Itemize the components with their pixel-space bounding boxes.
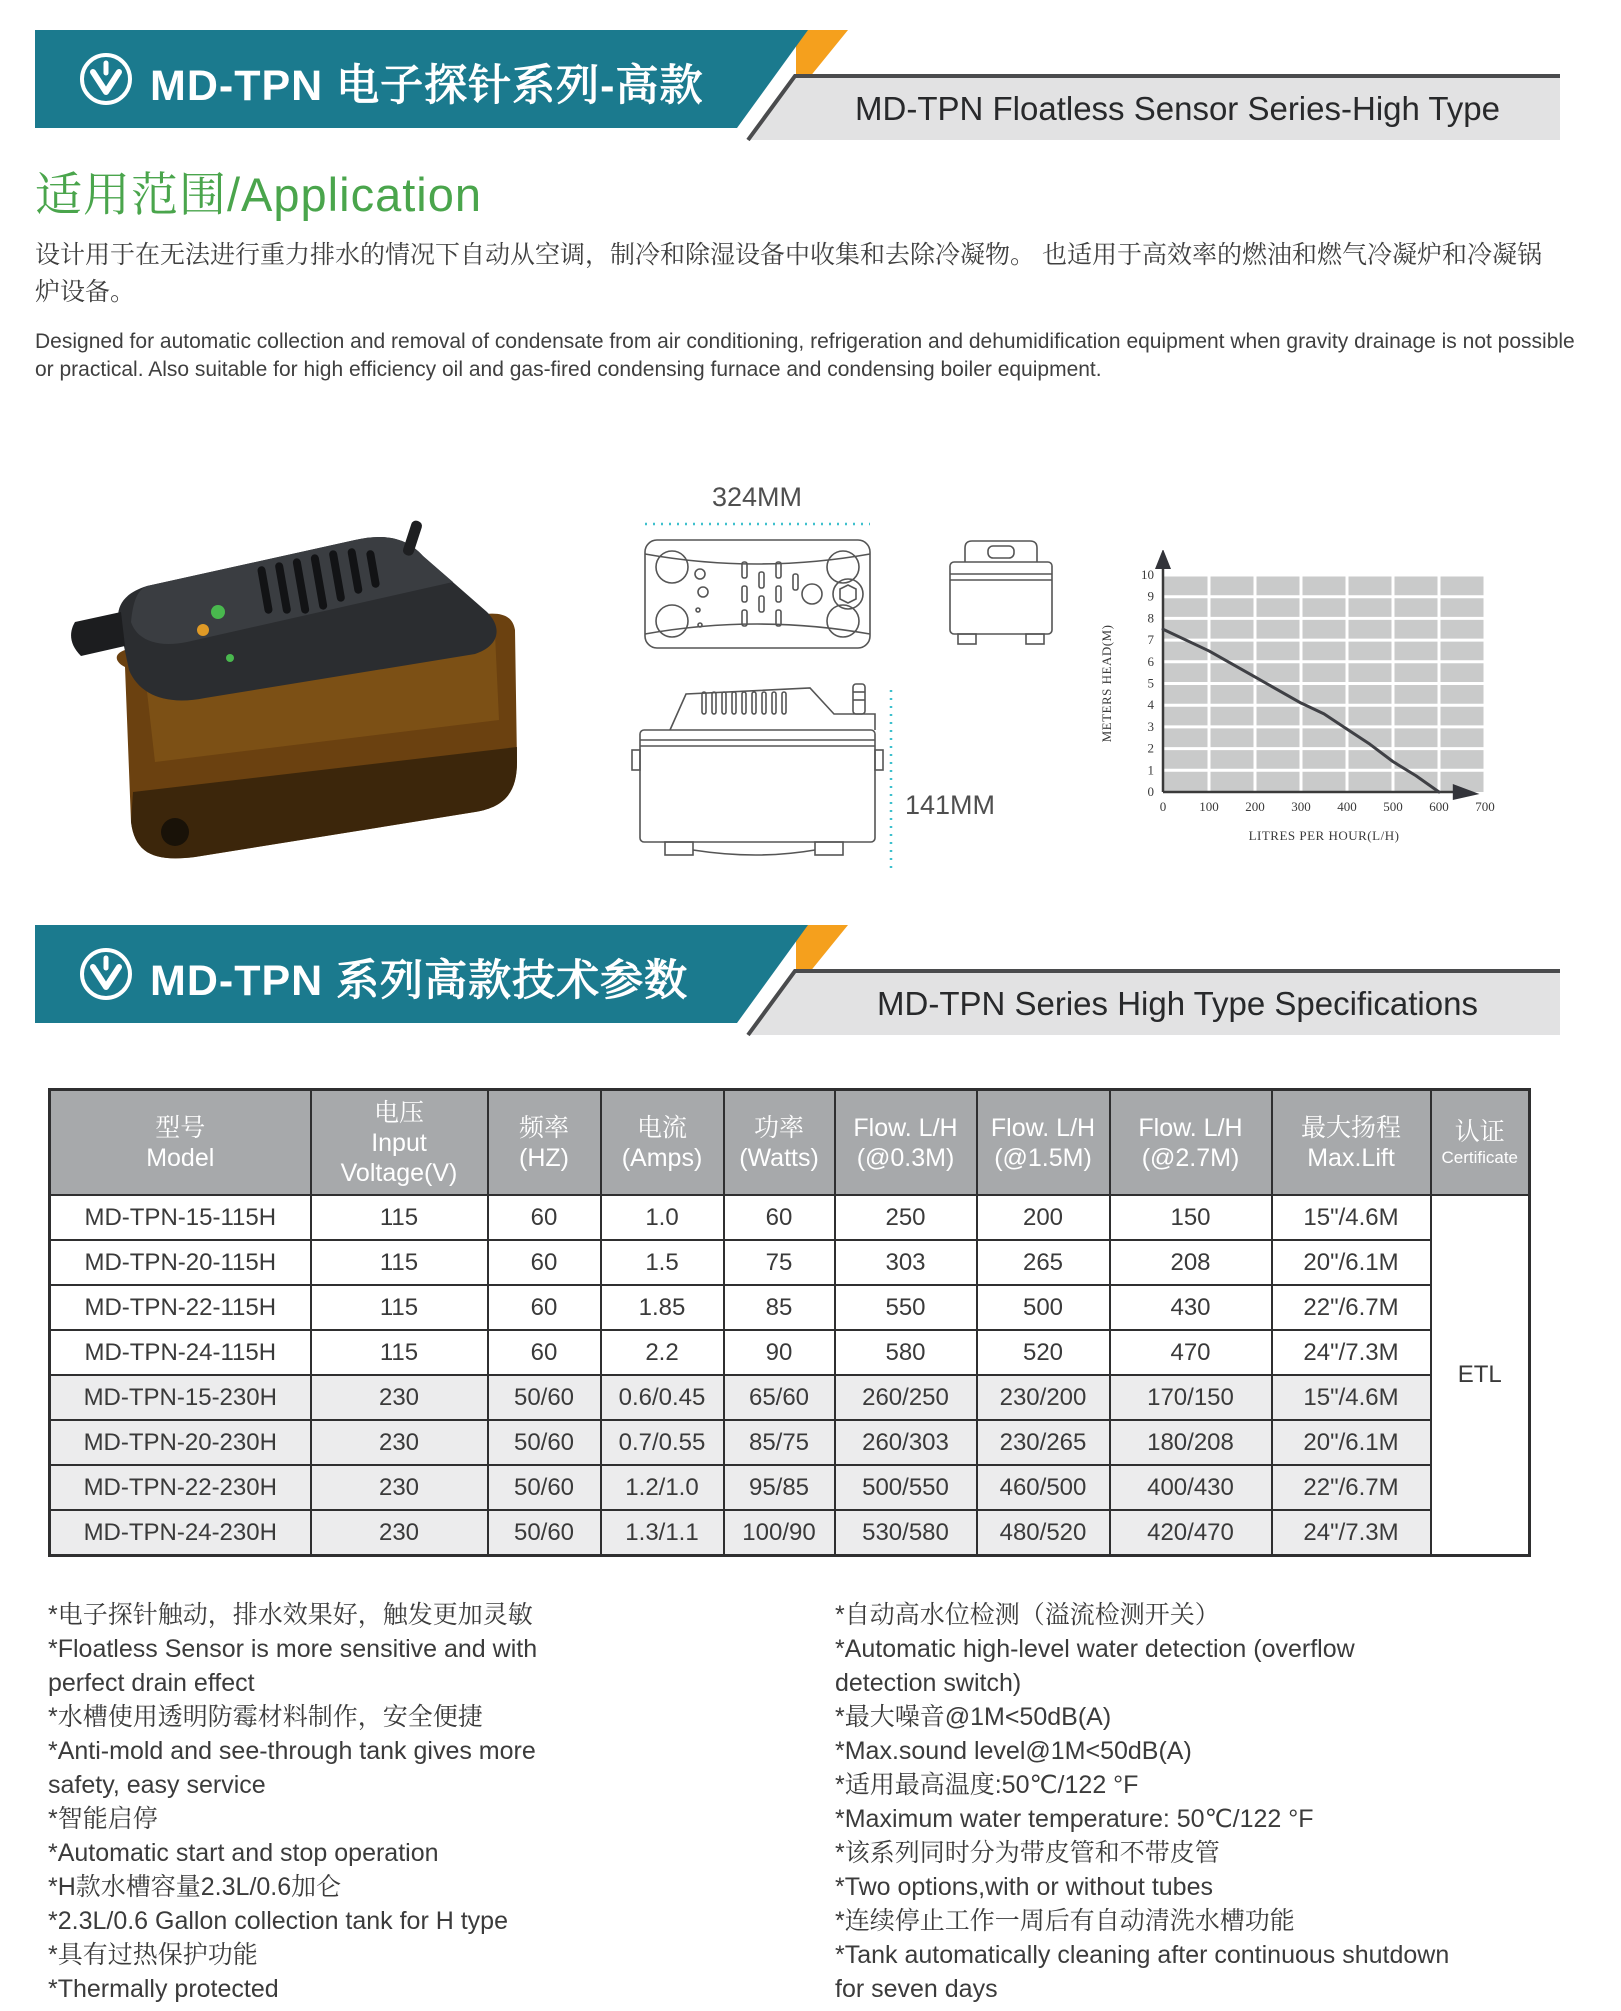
spec-cell: 24"/7.3M [1272,1510,1431,1556]
height-dimension-label: 141MM [905,790,996,820]
y-tick-label: 10 [1141,567,1154,582]
spec-cell: MD-TPN-22-230H [50,1465,311,1510]
spec-column-header: Flow. L/H (@0.3M) [835,1090,977,1196]
feature-item: *Max.sound level@1M<50dB(A) [835,1737,1192,1765]
spec-cell: 530/580 [835,1510,977,1556]
switch-stub [402,519,424,557]
spec-column-header: 频率 (HZ) [488,1090,601,1196]
y-tick-label: 6 [1147,653,1154,669]
spec-cell: 75 [724,1240,835,1285]
spec-cell: 470 [1110,1330,1272,1375]
spec-cell: 60 [488,1285,601,1330]
spec-cell: 50/60 [488,1510,601,1556]
spec-cell: 520 [977,1330,1110,1375]
feature-item: *Thermally protected [48,1975,279,2003]
spec-column-header: 功率 (Watts) [724,1090,835,1196]
spec-table-row [50,1195,1530,1240]
y-tick-label: 2 [1147,740,1154,756]
spec-cell: 0.6/0.45 [601,1375,724,1420]
y-tick-label: 0 [1147,784,1154,799]
spec-cell: 65/60 [724,1375,835,1420]
spec-cell: 480/520 [977,1510,1110,1556]
y-axis-arrow [1155,550,1171,569]
spec-cell: 208 [1110,1240,1272,1285]
spec-cell: 260/303 [835,1420,977,1465]
spec-cell: 20"/6.1M [1272,1240,1431,1285]
banner2-title-en: MD-TPN Series High Type Specifications [877,985,1478,1022]
x-tick-label: 700 [1475,799,1495,814]
spec-cell: 50/60 [488,1465,601,1510]
spec-cell: 230/265 [977,1420,1110,1465]
spec-table-row [50,1465,1530,1510]
spec-cell: 1.2/1.0 [601,1465,724,1510]
spec-cell: 230 [311,1420,488,1465]
side-view-drawing [950,541,1052,644]
spec-table-row [50,1510,1530,1556]
spec-cell: MD-TPN-20-230H [50,1420,311,1465]
spec-table-header-row [50,1090,1530,1196]
spec-cell: MD-TPN-22-115H [50,1285,311,1330]
spec-cell: 460/500 [977,1465,1110,1510]
feature-item: *最大噪音@1M<50dB(A) [835,1703,1112,1731]
feature-item: *H款水槽容量2.3L/0.6加仑 [48,1873,342,1901]
y-axis-title: METERS HEAD(M) [1099,624,1114,743]
spec-table-row [50,1330,1530,1375]
feature-item: *电子探针触动，排水效果好，触发更加灵敏 [48,1601,533,1629]
spec-cell: 200 [977,1195,1110,1240]
spec-cell: 20"/6.1M [1272,1420,1431,1465]
banner1-title-en: MD-TPN Floatless Sensor Series-High Type [855,90,1500,127]
spec-column-header: 最大扬程 Max.Lift [1272,1090,1431,1196]
spec-cell: MD-TPN-24-230H [50,1510,311,1556]
feature-item: *智能启停 [48,1805,158,1833]
spec-cell: 60 [488,1240,601,1285]
spec-cell: 50/60 [488,1375,601,1420]
feature-list-right [835,1598,1450,2006]
feature-item: *Automatic start and stop operation [48,1839,439,1867]
spec-cell: 1.3/1.1 [601,1510,724,1556]
feature-item: *2.3L/0.6 Gallon collection tank for H type [48,1907,508,1935]
spec-cell: 230 [311,1510,488,1556]
feature-item: *Two options,with or without tubes [835,1873,1213,1901]
spec-cell: 24"/7.3M [1272,1330,1431,1375]
spec-cell: 500 [977,1285,1110,1330]
feature-list-left [48,1598,608,2006]
feature-item: *连续停止工作一周后有自动清洗水槽功能 [835,1907,1295,1935]
spec-cell: 180/208 [1110,1420,1272,1465]
y-tick-label: 1 [1147,762,1154,778]
spec-cell: 150 [1110,1195,1272,1240]
spec-cell: 265 [977,1240,1110,1285]
spec-cell: 22"/6.7M [1272,1285,1431,1330]
header-banner-specifications [0,925,1621,1037]
application-body-cn: 设计用于在无法进行重力排水的情况下自动从空调，制冷和除湿设备中收集和去除冷凝物。 也适用于高效率的燃油和燃气冷凝炉和冷凝锅炉设备。 [35,241,1542,306]
spec-cell: 15"/4.6M [1272,1375,1431,1420]
feature-item: *Automatic high-level water detection (overflow detection switch) [835,1635,1355,1697]
spec-cell: 0.7/0.55 [601,1420,724,1465]
feature-item: *该系列同时分为带皮管和不带皮管 [835,1839,1220,1867]
spec-cell: 15"/4.6M [1272,1195,1431,1240]
spec-column-header: Flow. L/H (@2.7M) [1110,1090,1272,1196]
brand-logo-icon [78,51,134,107]
spec-cell: 1.5 [601,1240,724,1285]
x-tick-label: 600 [1429,799,1449,814]
spec-cell: 230 [311,1465,488,1510]
green-led [211,605,225,619]
feature-item: *Anti-mold and see-through tank gives more safety, easy service [48,1737,536,1799]
spec-cell: MD-TPN-24-115H [50,1330,311,1375]
spec-cell: 250 [835,1195,977,1240]
feature-item: *Maximum water temperature: 50℃/122 °F [835,1805,1314,1833]
spec-cell: 580 [835,1330,977,1375]
performance-chart [1085,550,1565,860]
application-body-en: Designed for automatic collection and removal of condensate from air conditioning, refrigeration and dehumidification equipment when gravity drainage is not possible or practical. Also suitable for high efficiency oil and gas-fired condensing furnace and condensing boiler equipment. [35,330,1575,381]
x-axis-title: LITRES PER HOUR(L/H) [1248,828,1400,843]
feature-item: *Tank automatically cleaning after continuous shutdown for seven days [835,1941,1450,2003]
y-tick-label: 8 [1147,610,1154,626]
width-dimension-label: 324MM [711,482,803,512]
spec-column-header: Flow. L/H (@1.5M) [977,1090,1110,1196]
spec-cell: 60 [724,1195,835,1240]
spec-cell: 115 [311,1330,488,1375]
spec-cell: 400/430 [1110,1465,1272,1510]
spec-cell: 170/150 [1110,1375,1272,1420]
spec-cell: 550 [835,1285,977,1330]
feature-item: *Floatless Sensor is more sensitive and with perfect drain effect [48,1635,538,1697]
spec-cell: MD-TPN-15-230H [50,1375,311,1420]
y-tick-label: 9 [1147,588,1154,604]
spec-cell: 430 [1110,1285,1272,1330]
spec-cell: 60 [488,1195,601,1240]
front-view-drawing [632,684,883,855]
spec-cell: 500/550 [835,1465,977,1510]
spec-cell: 230 [311,1375,488,1420]
y-tick-label: 4 [1147,697,1154,713]
spec-table [48,1088,1531,1557]
feature-item: *适用最高温度:50℃/122 °F [835,1771,1139,1799]
y-tick-label: 7 [1147,632,1154,648]
application-heading: 适用范围/Application [35,168,482,221]
spec-cell: MD-TPN-15-115H [50,1195,311,1240]
spec-cell: MD-TPN-20-115H [50,1240,311,1285]
spec-cell: 90 [724,1330,835,1375]
feature-item: *自动高水位检测（溢流检测开关） [835,1601,1220,1629]
spec-cell: 95/85 [724,1465,835,1510]
spec-cell: 420/470 [1110,1510,1272,1556]
dimension-drawings [610,462,1080,882]
x-tick-label: 100 [1199,799,1219,814]
spec-cell: 85/75 [724,1420,835,1465]
spec-cell: 1.0 [601,1195,724,1240]
orange-led [197,624,209,636]
spec-table-row [50,1375,1530,1420]
spec-cell: 2.2 [601,1330,724,1375]
spec-column-header: 认证 Certificate [1431,1090,1530,1196]
spec-cell: 230/200 [977,1375,1110,1420]
banner1-title-cn: MD-TPN 电子探针系列-高款 [150,62,704,110]
spec-cell: 260/250 [835,1375,977,1420]
spec-column-header: 电流 (Amps) [601,1090,724,1196]
spec-cell: 115 [311,1195,488,1240]
feature-item: *具有过热保护功能 [48,1941,258,1969]
header-banner-application [0,30,1621,142]
spec-column-header: 型号 Model [50,1090,311,1196]
x-tick-label: 500 [1383,799,1403,814]
inlet-fitting [71,612,125,656]
spec-cell: 115 [311,1285,488,1330]
spec-cell: 115 [311,1240,488,1285]
spec-table-row [50,1240,1530,1285]
spec-table-row [50,1420,1530,1465]
spec-cell: 303 [835,1240,977,1285]
spec-column-header: 电压 Input Voltage(V) [311,1090,488,1196]
spec-cell: 22"/6.7M [1272,1465,1431,1510]
y-tick-label: 3 [1147,718,1154,734]
spec-cell: 100/90 [724,1510,835,1556]
spec-table-row [50,1285,1530,1330]
top-view-drawing [645,540,870,648]
brand-logo-icon [78,946,134,1002]
x-tick-label: 300 [1291,799,1311,814]
spec-cell: 60 [488,1330,601,1375]
x-tick-label: 200 [1245,799,1265,814]
product-photo [55,462,570,882]
x-tick-label: 0 [1159,799,1167,814]
spec-cell: 1.85 [601,1285,724,1330]
feature-item: *水槽使用透明防霉材料制作，安全便捷 [48,1703,483,1731]
spec-cell: 85 [724,1285,835,1330]
certificate-cell: ETL [1431,1195,1530,1556]
y-tick-label: 5 [1147,675,1154,691]
spec-cell: 50/60 [488,1420,601,1465]
banner2-title-cn: MD-TPN 系列高款技术参数 [150,957,689,1005]
x-tick-label: 400 [1337,799,1357,814]
